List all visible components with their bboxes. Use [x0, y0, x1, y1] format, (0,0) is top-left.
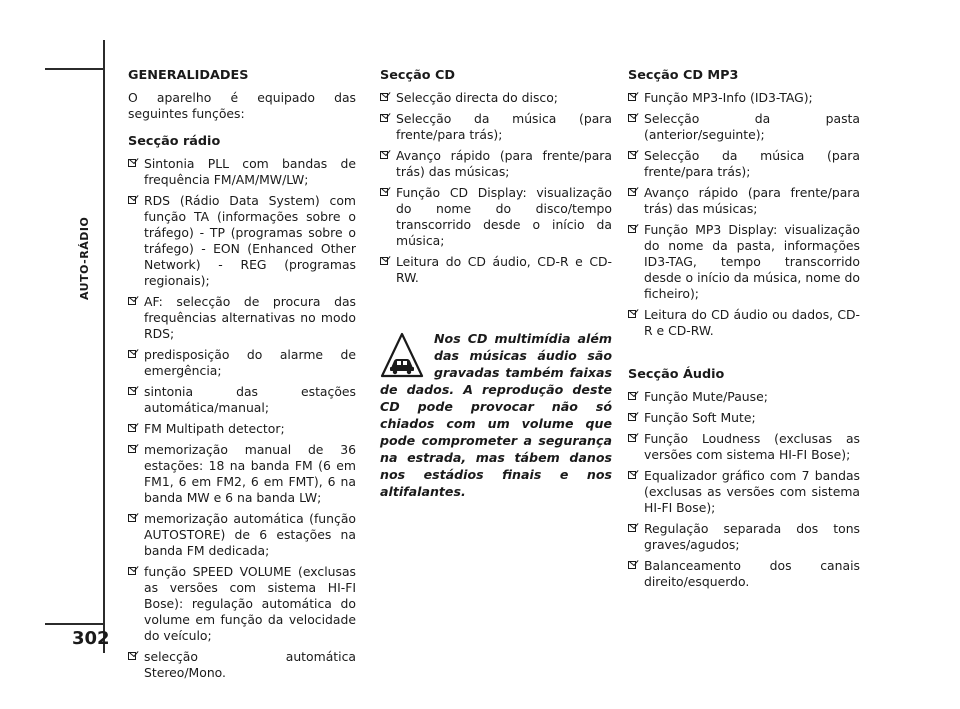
list-item: Selecção directa do disco; — [380, 90, 612, 106]
margin-line-top — [45, 68, 103, 70]
audio-section-heading: Secção Áudio — [628, 367, 725, 382]
list-item: Função MP3-Info (ID3-TAG); — [628, 90, 860, 106]
page-number: 302 — [72, 628, 110, 649]
warning-note — [380, 330, 612, 500]
checkbox-bullet-icon — [628, 524, 636, 532]
radio-section-heading: Secção rádio — [128, 134, 221, 149]
checkbox-bullet-icon — [628, 225, 636, 233]
checkbox-bullet-icon — [628, 413, 636, 421]
list-item: Leitura do CD áudio, CD-R e CD-RW. — [380, 254, 612, 286]
list-item: função SPEED VOLUME (exclusas as versões com sistema HI-FI Bose): regulação automática do volume em função da velocidade do veículo; — [128, 564, 356, 644]
list-item: Balanceamento dos canais direito/esquerdo. — [628, 558, 860, 590]
list-item: predisposição do alarme de emergência; — [128, 347, 356, 379]
checkbox-bullet-icon — [628, 93, 636, 101]
list-item: memorização automática (função AUTOSTORE) de 6 estações na banda FM dedicada; — [128, 511, 356, 559]
checkbox-bullet-icon — [628, 188, 636, 196]
margin-line-vertical — [103, 40, 105, 68]
list-item: Leitura do CD áudio ou dados, CD-R e CD-RW. — [628, 307, 860, 339]
radio-feature-list — [128, 156, 356, 681]
warning-text: Nos CD multimídia além das músicas áudio são gravadas também faixas de dados. A reprodução deste CD pode provocar não só chiados com um volume que pode comprometer a segurança na estrada, mas tábem danos nos estádios finais e nos altifalantes. — [380, 331, 612, 499]
list-item: Regulação separada dos tons graves/agudos; — [628, 521, 860, 553]
checkbox-bullet-icon — [380, 151, 388, 159]
column-mp3-audio — [628, 68, 860, 595]
column-generalidades — [128, 68, 356, 686]
section-side-label: AUTO-RÁDIO — [78, 216, 91, 300]
checkbox-bullet-icon — [128, 350, 136, 358]
cd-feature-list — [380, 90, 612, 286]
checkbox-bullet-icon — [628, 114, 636, 122]
checkbox-bullet-icon — [128, 514, 136, 522]
list-item: Selecção da música (para frente/para trás); — [628, 148, 860, 180]
list-item: Sintonia PLL com bandas de frequência FM/AM/MW/LW; — [128, 156, 356, 188]
warning-car-icon — [380, 332, 424, 378]
list-item: Função Loudness (exclusas as versões com sistema HI-FI Bose); — [628, 431, 860, 463]
checkbox-bullet-icon — [128, 652, 136, 660]
mp3-section-heading: Secção CD MP3 — [628, 68, 739, 83]
mp3-feature-list — [628, 90, 860, 339]
intro-paragraph: O aparelho é equipado das seguintes funções: — [128, 90, 356, 121]
margin-line-bottom — [45, 623, 103, 625]
checkbox-bullet-icon — [380, 114, 388, 122]
checkbox-bullet-icon — [128, 196, 136, 204]
audio-feature-list — [628, 389, 860, 590]
list-item: Função Soft Mute; — [628, 410, 860, 426]
margin-line-vertical-lower — [103, 68, 105, 623]
checkbox-bullet-icon — [628, 471, 636, 479]
generalidades-heading: GENERALIDADES — [128, 68, 249, 83]
checkbox-bullet-icon — [628, 561, 636, 569]
list-item: selecção automática Stereo/Mono. — [128, 649, 356, 681]
list-item: memorização manual de 36 estações: 18 na banda FM (6 em FM1, 6 em FM2, 6 em FMT), 6 na banda MW e 6 na banda LW; — [128, 442, 356, 506]
list-item: Função MP3 Display: visualização do nome da pasta, informações ID3-TAG, tempo transcorrido desde o início da música, nome do ficheiro); — [628, 222, 860, 302]
checkbox-bullet-icon — [128, 297, 136, 305]
list-item: AF: selecção de procura das frequências alternativas no modo RDS; — [128, 294, 356, 342]
column-cd — [380, 68, 612, 291]
list-item: sintonia das estações automática/manual; — [128, 384, 356, 416]
list-item: Equalizador gráfico com 7 bandas (exclusas as versões com sistema HI-FI Bose); — [628, 468, 860, 516]
list-item: Função CD Display: visualização do nome do disco/tempo transcorrido desde o início da música; — [380, 185, 612, 249]
checkbox-bullet-icon — [128, 567, 136, 575]
checkbox-bullet-icon — [628, 392, 636, 400]
list-item: Avanço rápido (para frente/para trás) das músicas; — [628, 185, 860, 217]
list-item: Selecção da música (para frente/para trás); — [380, 111, 612, 143]
checkbox-bullet-icon — [128, 387, 136, 395]
checkbox-bullet-icon — [628, 434, 636, 442]
list-item: Função Mute/Pause; — [628, 389, 860, 405]
checkbox-bullet-icon — [380, 188, 388, 196]
checkbox-bullet-icon — [128, 445, 136, 453]
checkbox-bullet-icon — [128, 159, 136, 167]
checkbox-bullet-icon — [380, 93, 388, 101]
list-item: Avanço rápido (para frente/para trás) das músicas; — [380, 148, 612, 180]
cd-section-heading: Secção CD — [380, 68, 455, 83]
list-item: RDS (Rádio Data System) com função TA (informações sobre o tráfego) - TP (programas sobre o tráfego) - EON (Enhanced Other Network) - REG (programas regionais); — [128, 193, 356, 289]
list-item: Selecção da pasta (anterior/seguinte); — [628, 111, 860, 143]
checkbox-bullet-icon — [380, 257, 388, 265]
list-item: FM Multipath detector; — [128, 421, 356, 437]
checkbox-bullet-icon — [628, 151, 636, 159]
checkbox-bullet-icon — [128, 424, 136, 432]
checkbox-bullet-icon — [628, 310, 636, 318]
